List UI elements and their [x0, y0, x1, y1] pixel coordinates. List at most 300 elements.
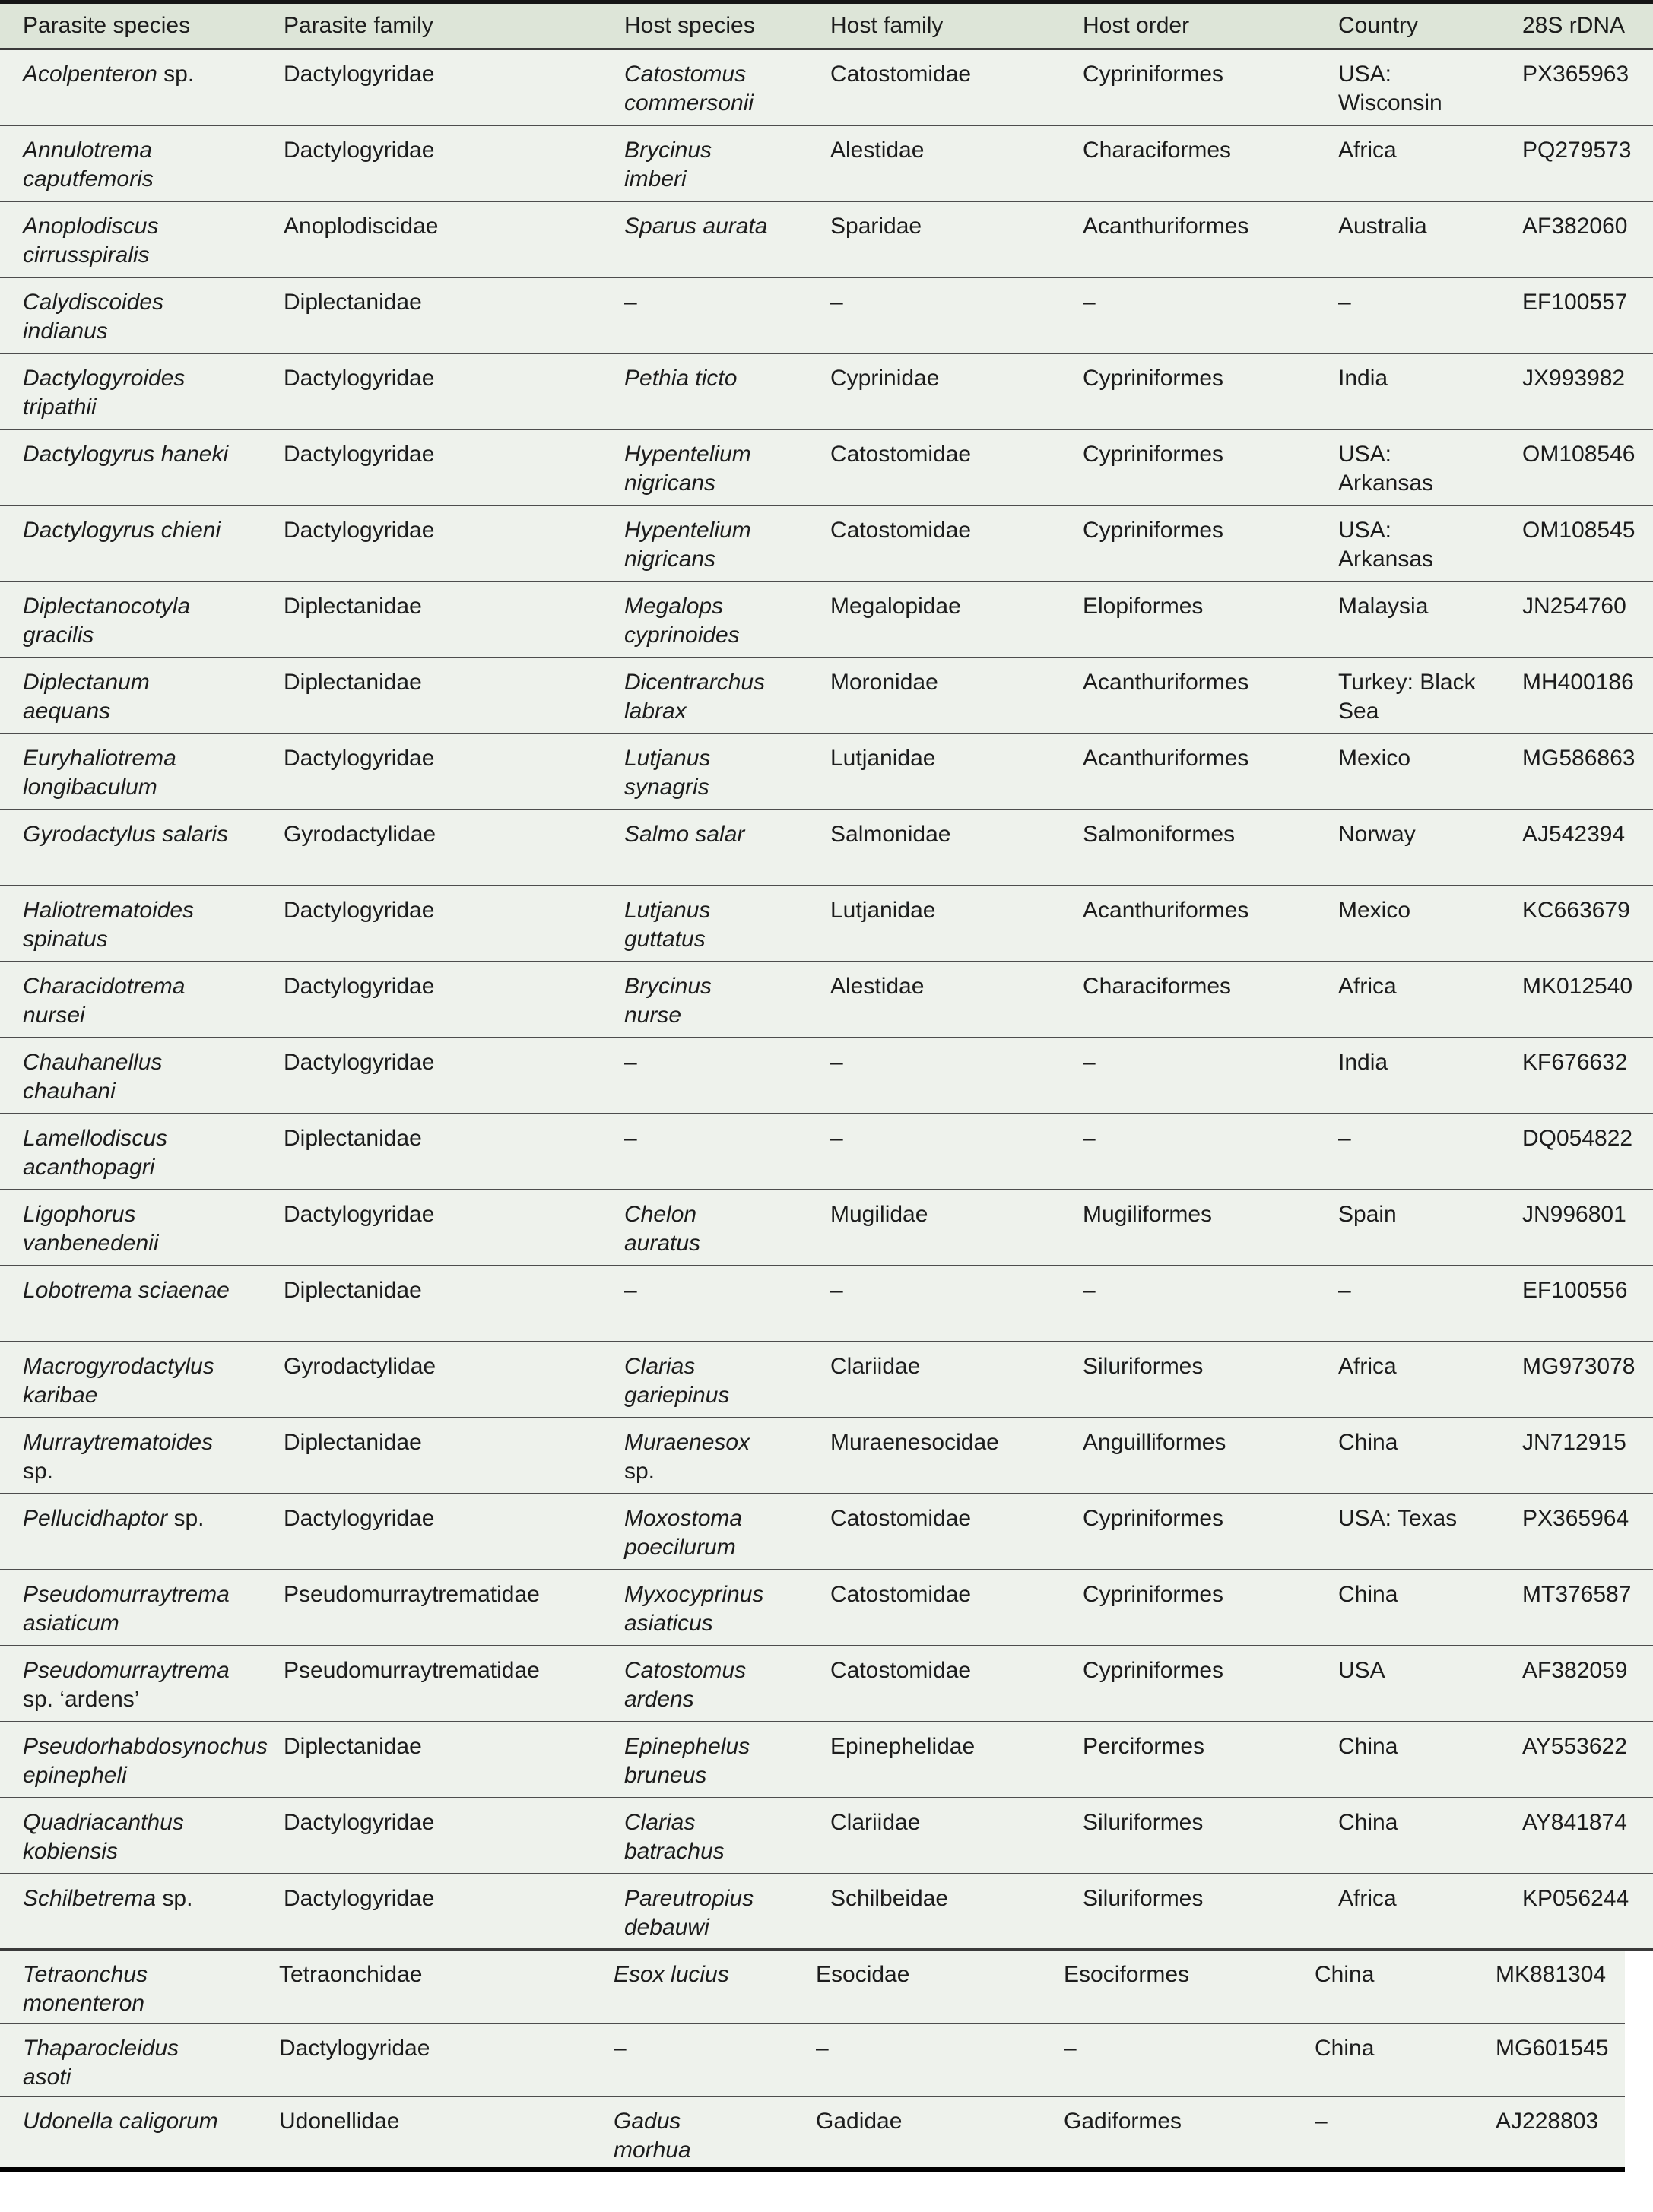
species-name-italic: Salmo salar [624, 821, 745, 847]
column-header-country: Country [1338, 2, 1522, 49]
cell-text: Pseudomurraytrematidae [284, 1581, 540, 1607]
cell-country [1338, 1266, 1522, 1342]
species-name-italic: Dactylogyrus haneki [23, 441, 229, 467]
cell-country [1338, 582, 1522, 658]
cell-parasite-species [0, 1722, 284, 1798]
table-row [0, 1874, 1653, 1950]
cell-parasite-species [0, 1114, 284, 1190]
cell-text: sp. [156, 1885, 193, 1911]
cell-parasite-family [284, 49, 624, 125]
cell-text: Perciformes [1083, 1733, 1205, 1759]
cell-text: OM108545 [1522, 517, 1636, 543]
cell-text: MG586863 [1522, 745, 1636, 771]
cell-text: Catostomidae [830, 1505, 972, 1531]
cell-host-species [614, 2096, 816, 2169]
cell-country [1315, 2023, 1496, 2096]
cell-text: Africa [1338, 1353, 1397, 1379]
cell-text: China [1338, 1581, 1398, 1607]
cell-host-order [1083, 886, 1338, 962]
cell-accession [1522, 734, 1653, 810]
cell-text: – [1338, 289, 1351, 315]
cell-text: MK012540 [1522, 973, 1633, 999]
cell-text: India [1338, 1049, 1388, 1075]
table-row [0, 2096, 1625, 2169]
cell-country [1338, 1722, 1522, 1798]
header-row [0, 2, 1653, 49]
cell-text: KF676632 [1522, 1049, 1628, 1075]
table-row [0, 49, 1653, 125]
cell-host-family [830, 1874, 1083, 1950]
cell-text: sp. [157, 62, 195, 87]
cell-parasite-species [0, 582, 284, 658]
cell-text: Gadidae [816, 2109, 903, 2134]
cell-accession [1522, 1266, 1653, 1342]
cell-text: Alestidae [830, 137, 925, 163]
cell-host-family [830, 1646, 1083, 1722]
cell-text: Acanthuriformes [1083, 745, 1249, 771]
cell-host-order [1083, 505, 1338, 582]
cell-parasite-family [284, 505, 624, 582]
cell-host-species [624, 125, 830, 201]
cell-text: – [1083, 289, 1096, 315]
cell-text: KP056244 [1522, 1885, 1629, 1911]
cell-parasite-family [284, 1190, 624, 1266]
table-row [0, 1190, 1653, 1266]
species-name-italic: Megalops cyprinoides [624, 593, 740, 648]
cell-host-order [1083, 1342, 1338, 1418]
cell-host-order [1083, 49, 1338, 125]
cell-text: Diplectanidae [284, 1733, 422, 1759]
cell-parasite-species [0, 125, 284, 201]
cell-parasite-species [0, 886, 284, 962]
cell-text: Dactylogyridae [284, 441, 435, 467]
cell-country [1338, 1646, 1522, 1722]
species-name-italic: Quadriacanthus kobiensis [23, 1809, 184, 1864]
cell-text: MG973078 [1522, 1353, 1636, 1379]
cell-text: Salmoniformes [1083, 821, 1236, 847]
species-name-italic: Pellucidhaptor [23, 1505, 168, 1531]
cell-text: Dactylogyridae [284, 1809, 435, 1835]
cell-country [1338, 658, 1522, 734]
column-header-28s-rdna: 28S rDNA [1522, 2, 1653, 49]
cell-text: Dactylogyridae [284, 973, 435, 999]
cell-parasite-species [0, 1266, 284, 1342]
table-row [0, 1646, 1653, 1722]
cell-host-family [830, 886, 1083, 962]
cell-text: Dactylogyridae [284, 517, 435, 543]
table-row [0, 810, 1653, 886]
cell-text: – [1315, 2109, 1328, 2134]
cell-text: Catostomidae [830, 62, 972, 87]
table-row [0, 658, 1653, 734]
cell-text: Lutjanidae [830, 897, 936, 923]
table-row [0, 1038, 1653, 1114]
cell-text: China [1338, 1809, 1398, 1835]
table-row [0, 1722, 1653, 1798]
species-name-italic: Diplectanum aequans [23, 669, 150, 724]
cell-text: USA: Wisconsin [1338, 62, 1442, 116]
cell-host-family [830, 429, 1083, 505]
cell-text: – [816, 2036, 829, 2061]
cell-country [1338, 962, 1522, 1038]
cell-text: Dactylogyridae [284, 1885, 435, 1911]
cell-accession [1522, 886, 1653, 962]
column-header-host-family: Host family [830, 2, 1083, 49]
cell-accession [1522, 1722, 1653, 1798]
cell-host-family [816, 1951, 1064, 2023]
cell-host-species [624, 49, 830, 125]
species-name-italic: Characidotrema nursei [23, 973, 186, 1028]
cell-parasite-species [0, 1874, 284, 1950]
species-name-italic: Pareutropius debauwi [624, 1885, 754, 1940]
cell-country [1338, 1114, 1522, 1190]
cell-text: – [614, 2036, 627, 2061]
cell-text: USA: Arkansas [1338, 441, 1434, 496]
cell-text: Diplectanidae [284, 1277, 422, 1303]
cell-host-order [1083, 353, 1338, 429]
cell-host-species [624, 1798, 830, 1874]
cell-text: Dactylogyridae [284, 1505, 435, 1531]
cell-parasite-family [284, 1114, 624, 1190]
cell-text: Characiformes [1083, 973, 1232, 999]
cell-parasite-species [0, 1951, 279, 2023]
cell-host-species [624, 1570, 830, 1646]
cell-accession [1522, 1038, 1653, 1114]
cell-host-family [830, 1114, 1083, 1190]
cell-text: AY841874 [1522, 1809, 1627, 1835]
cell-host-species [624, 1266, 830, 1342]
species-name-italic: Clarias batrachus [624, 1809, 725, 1864]
cell-text: Mexico [1338, 745, 1411, 771]
cell-accession [1522, 1798, 1653, 1874]
cell-text: JN996801 [1522, 1201, 1626, 1227]
species-name-italic: Schilbetrema [23, 1885, 157, 1911]
species-name-italic: Hypentelium nigricans [624, 441, 751, 496]
cell-text: OM108546 [1522, 441, 1636, 467]
cell-host-species [624, 201, 830, 277]
cell-host-family [830, 734, 1083, 810]
species-name-italic: Pethia ticto [624, 365, 738, 391]
cell-host-family [830, 810, 1083, 886]
cell-host-order [1083, 1646, 1338, 1722]
cell-accession [1522, 962, 1653, 1038]
cell-text: MT376587 [1522, 1581, 1632, 1607]
species-name-italic: Myxocyprinus asiaticus [624, 1581, 764, 1636]
species-name-italic: Anoplodiscus cirrusspiralis [23, 213, 159, 268]
cell-text: AY553622 [1522, 1733, 1627, 1759]
cell-parasite-family [284, 1418, 624, 1494]
cell-text: China [1315, 1962, 1375, 1987]
table-row [0, 1266, 1653, 1342]
cell-text: Esocidae [816, 1962, 910, 1987]
cell-host-species [614, 2023, 816, 2096]
cell-parasite-family [284, 886, 624, 962]
cell-text: Cypriniformes [1083, 1581, 1224, 1607]
cell-text: DQ054822 [1522, 1125, 1633, 1151]
cell-host-order [1083, 1114, 1338, 1190]
cell-parasite-species [0, 734, 284, 810]
cell-host-family [830, 49, 1083, 125]
table-row [0, 505, 1653, 582]
cell-host-species [624, 582, 830, 658]
cell-text: – [1338, 1125, 1351, 1151]
cell-text: – [830, 1277, 843, 1303]
cell-parasite-species [0, 1570, 284, 1646]
cell-text: Catostomidae [830, 441, 972, 467]
cell-text: Spain [1338, 1201, 1397, 1227]
cell-host-species [624, 1722, 830, 1798]
cell-text: Mexico [1338, 897, 1411, 923]
cell-text: MH400186 [1522, 669, 1634, 695]
cell-text: Gadiformes [1064, 2109, 1182, 2134]
column-header-parasite-family: Parasite family [284, 2, 624, 49]
species-name-italic: Dactylogyrus chieni [23, 517, 221, 543]
table-row [0, 429, 1653, 505]
cell-text: Catostomidae [830, 517, 972, 543]
cell-host-family [830, 1418, 1083, 1494]
cell-country [1338, 886, 1522, 962]
cell-text: Mugiliformes [1083, 1201, 1213, 1227]
cell-country [1315, 2096, 1496, 2169]
table-body [0, 49, 1653, 1950]
cell-accession [1522, 658, 1653, 734]
cell-text: Africa [1338, 973, 1397, 999]
cell-parasite-species [0, 1190, 284, 1266]
cell-host-species [624, 810, 830, 886]
cell-parasite-family [284, 582, 624, 658]
cell-accession [1496, 1951, 1625, 2023]
cell-parasite-species [0, 353, 284, 429]
species-name-italic: Muraenesox [624, 1429, 750, 1455]
cell-host-family [830, 277, 1083, 353]
cell-parasite-species [0, 2023, 279, 2096]
cell-text: JN254760 [1522, 593, 1626, 619]
species-name-italic: Chauhanellus chauhani [23, 1049, 163, 1104]
species-name-italic: Lamellodiscus acanthopagri [23, 1125, 168, 1180]
cell-country [1338, 505, 1522, 582]
cell-text: Malaysia [1338, 593, 1429, 619]
species-name-italic: Pseudorhabdosynochus epinepheli [23, 1733, 268, 1788]
cell-text: – [1338, 1277, 1351, 1303]
cell-host-family [816, 2023, 1064, 2096]
cell-parasite-species [0, 201, 284, 277]
cell-parasite-family [284, 1266, 624, 1342]
cell-text: PQ279573 [1522, 137, 1632, 163]
cell-host-family [830, 1342, 1083, 1418]
cell-host-family [830, 1038, 1083, 1114]
cell-country [1338, 49, 1522, 125]
cell-host-family [830, 1266, 1083, 1342]
cell-parasite-family [284, 1038, 624, 1114]
cell-host-order [1083, 1190, 1338, 1266]
cell-host-order [1083, 1722, 1338, 1798]
cell-parasite-family [284, 429, 624, 505]
cell-parasite-species [0, 962, 284, 1038]
cell-text: Acanthuriformes [1083, 669, 1249, 695]
species-name-italic: Lobotrema sciaenae [23, 1277, 230, 1303]
cell-parasite-species [0, 1038, 284, 1114]
cell-text: – [1083, 1125, 1096, 1151]
cell-accession [1522, 125, 1653, 201]
cell-text: Clariidae [830, 1353, 921, 1379]
cell-host-order [1083, 1570, 1338, 1646]
cell-text: PX365963 [1522, 62, 1629, 87]
cell-text: Diplectanidae [284, 593, 422, 619]
cell-parasite-species [0, 810, 284, 886]
cell-accession [1522, 1190, 1653, 1266]
cell-host-species [624, 886, 830, 962]
cell-text: Dactylogyridae [284, 62, 435, 87]
cell-host-species [624, 1874, 830, 1950]
cell-text: Africa [1338, 137, 1397, 163]
cell-text: Dactylogyridae [284, 897, 435, 923]
cell-accession [1522, 1114, 1653, 1190]
cell-accession [1522, 201, 1653, 277]
species-name-italic: Euryhaliotrema longibaculum [23, 745, 176, 800]
cell-host-order [1083, 429, 1338, 505]
cell-text: Cyprinidae [830, 365, 940, 391]
cell-parasite-family [284, 277, 624, 353]
cell-text: – [830, 289, 843, 315]
cell-host-species [624, 734, 830, 810]
cell-text: China [1338, 1733, 1398, 1759]
cell-text: Catostomidae [830, 1657, 972, 1683]
cell-accession [1496, 2096, 1625, 2169]
species-name-italic: Brycinus nurse [624, 973, 712, 1028]
cell-country [1338, 277, 1522, 353]
column-header-host-order: Host order [1083, 2, 1338, 49]
cell-parasite-family [284, 1494, 624, 1570]
cell-host-order [1083, 658, 1338, 734]
cell-host-species [624, 962, 830, 1038]
cell-text: Anguilliformes [1083, 1429, 1226, 1455]
cell-text: Pseudomurraytrematidae [284, 1657, 540, 1683]
cell-text: Turkey: Black Sea [1338, 669, 1476, 724]
cell-host-species [624, 429, 830, 505]
cell-text: Mugilidae [830, 1201, 928, 1227]
cell-parasite-family [279, 2023, 614, 2096]
cell-accession [1522, 429, 1653, 505]
cell-accession [1522, 582, 1653, 658]
cell-host-species [614, 1951, 816, 2023]
cell-host-family [830, 353, 1083, 429]
cell-host-order [1083, 277, 1338, 353]
cell-parasite-species [0, 1418, 284, 1494]
cell-text: EF100556 [1522, 1277, 1628, 1303]
cell-host-species [624, 1190, 830, 1266]
cell-text: Tetraonchidae [279, 1962, 423, 1987]
cell-country [1338, 1570, 1522, 1646]
cell-text: Dactylogyridae [284, 137, 435, 163]
cell-parasite-family [279, 2096, 614, 2169]
species-name-italic: Esox lucius [614, 1962, 729, 1987]
cell-text: Africa [1338, 1885, 1397, 1911]
cell-accession [1522, 1342, 1653, 1418]
cell-text: Cypriniformes [1083, 62, 1224, 87]
cell-country [1338, 429, 1522, 505]
cell-host-order [1083, 1418, 1338, 1494]
cell-host-order [1083, 1874, 1338, 1950]
cell-parasite-family [284, 658, 624, 734]
species-name-italic: Pseudomurraytrema asiaticum [23, 1581, 230, 1636]
cell-host-species [624, 1342, 830, 1418]
species-name-italic: Sparus aurata [624, 213, 768, 239]
cell-parasite-family [284, 734, 624, 810]
species-name-italic: Murraytrematoides [23, 1429, 214, 1455]
table-row [0, 582, 1653, 658]
cell-parasite-family [284, 201, 624, 277]
cell-host-species [624, 1646, 830, 1722]
cell-host-species [624, 353, 830, 429]
cell-text: AF382059 [1522, 1657, 1628, 1683]
table-row [0, 1342, 1653, 1418]
cell-parasite-family [284, 353, 624, 429]
cell-text: JN712915 [1522, 1429, 1626, 1455]
cell-host-order [1083, 201, 1338, 277]
cell-host-family [830, 1722, 1083, 1798]
cell-host-family [830, 582, 1083, 658]
cell-text: EF100557 [1522, 289, 1628, 315]
cell-text: Muraenesocidae [830, 1429, 999, 1455]
cell-parasite-species [0, 658, 284, 734]
species-name-italic: Pseudomurraytrema [23, 1657, 230, 1683]
cell-text: – [1083, 1277, 1096, 1303]
cell-text: Acanthuriformes [1083, 897, 1249, 923]
cell-country [1338, 201, 1522, 277]
cell-country [1338, 734, 1522, 810]
species-name-italic: Diplectanocotyla gracilis [23, 593, 191, 648]
table-row [0, 201, 1653, 277]
cell-parasite-species [0, 505, 284, 582]
species-name-italic: Acolpenteron [23, 62, 157, 87]
cell-country [1338, 1798, 1522, 1874]
cell-text: Dactylogyridae [284, 1049, 435, 1075]
cell-text: AF382060 [1522, 213, 1628, 239]
cell-parasite-species [0, 1798, 284, 1874]
cell-host-species [624, 1038, 830, 1114]
cell-text: Dactylogyridae [284, 365, 435, 391]
species-name-italic: Dicentrarchus labrax [624, 669, 766, 724]
species-name-italic: Udonella caligorum [23, 2109, 218, 2134]
cell-text: Dactylogyridae [284, 745, 435, 771]
cell-text: – [830, 1125, 843, 1151]
cell-accession [1522, 1494, 1653, 1570]
cell-parasite-family [284, 1722, 624, 1798]
cell-host-order [1064, 2023, 1315, 2096]
cell-text: Acanthuriformes [1083, 213, 1249, 239]
cell-host-family [830, 658, 1083, 734]
cell-host-species [624, 277, 830, 353]
table-row [0, 277, 1653, 353]
cell-host-order [1083, 582, 1338, 658]
cell-country [1338, 353, 1522, 429]
cell-accession [1522, 1646, 1653, 1722]
cell-host-order [1083, 962, 1338, 1038]
cell-text: Australia [1338, 213, 1427, 239]
cell-country [1338, 810, 1522, 886]
outgroup-table-body [0, 1951, 1625, 2169]
cell-text: Cypriniformes [1083, 1505, 1224, 1531]
cell-country [1315, 1951, 1496, 2023]
cell-text: MK881304 [1496, 1962, 1607, 1987]
table-header [0, 2, 1653, 49]
cell-text: Dactylogyridae [284, 1201, 435, 1227]
cell-text: Diplectanidae [284, 289, 422, 315]
cell-text: USA: Texas [1338, 1505, 1458, 1531]
species-name-italic: Macrogyrodactylus karibae [23, 1353, 214, 1408]
cell-text: Dactylogyridae [279, 2036, 430, 2061]
cell-parasite-species [0, 1646, 284, 1722]
